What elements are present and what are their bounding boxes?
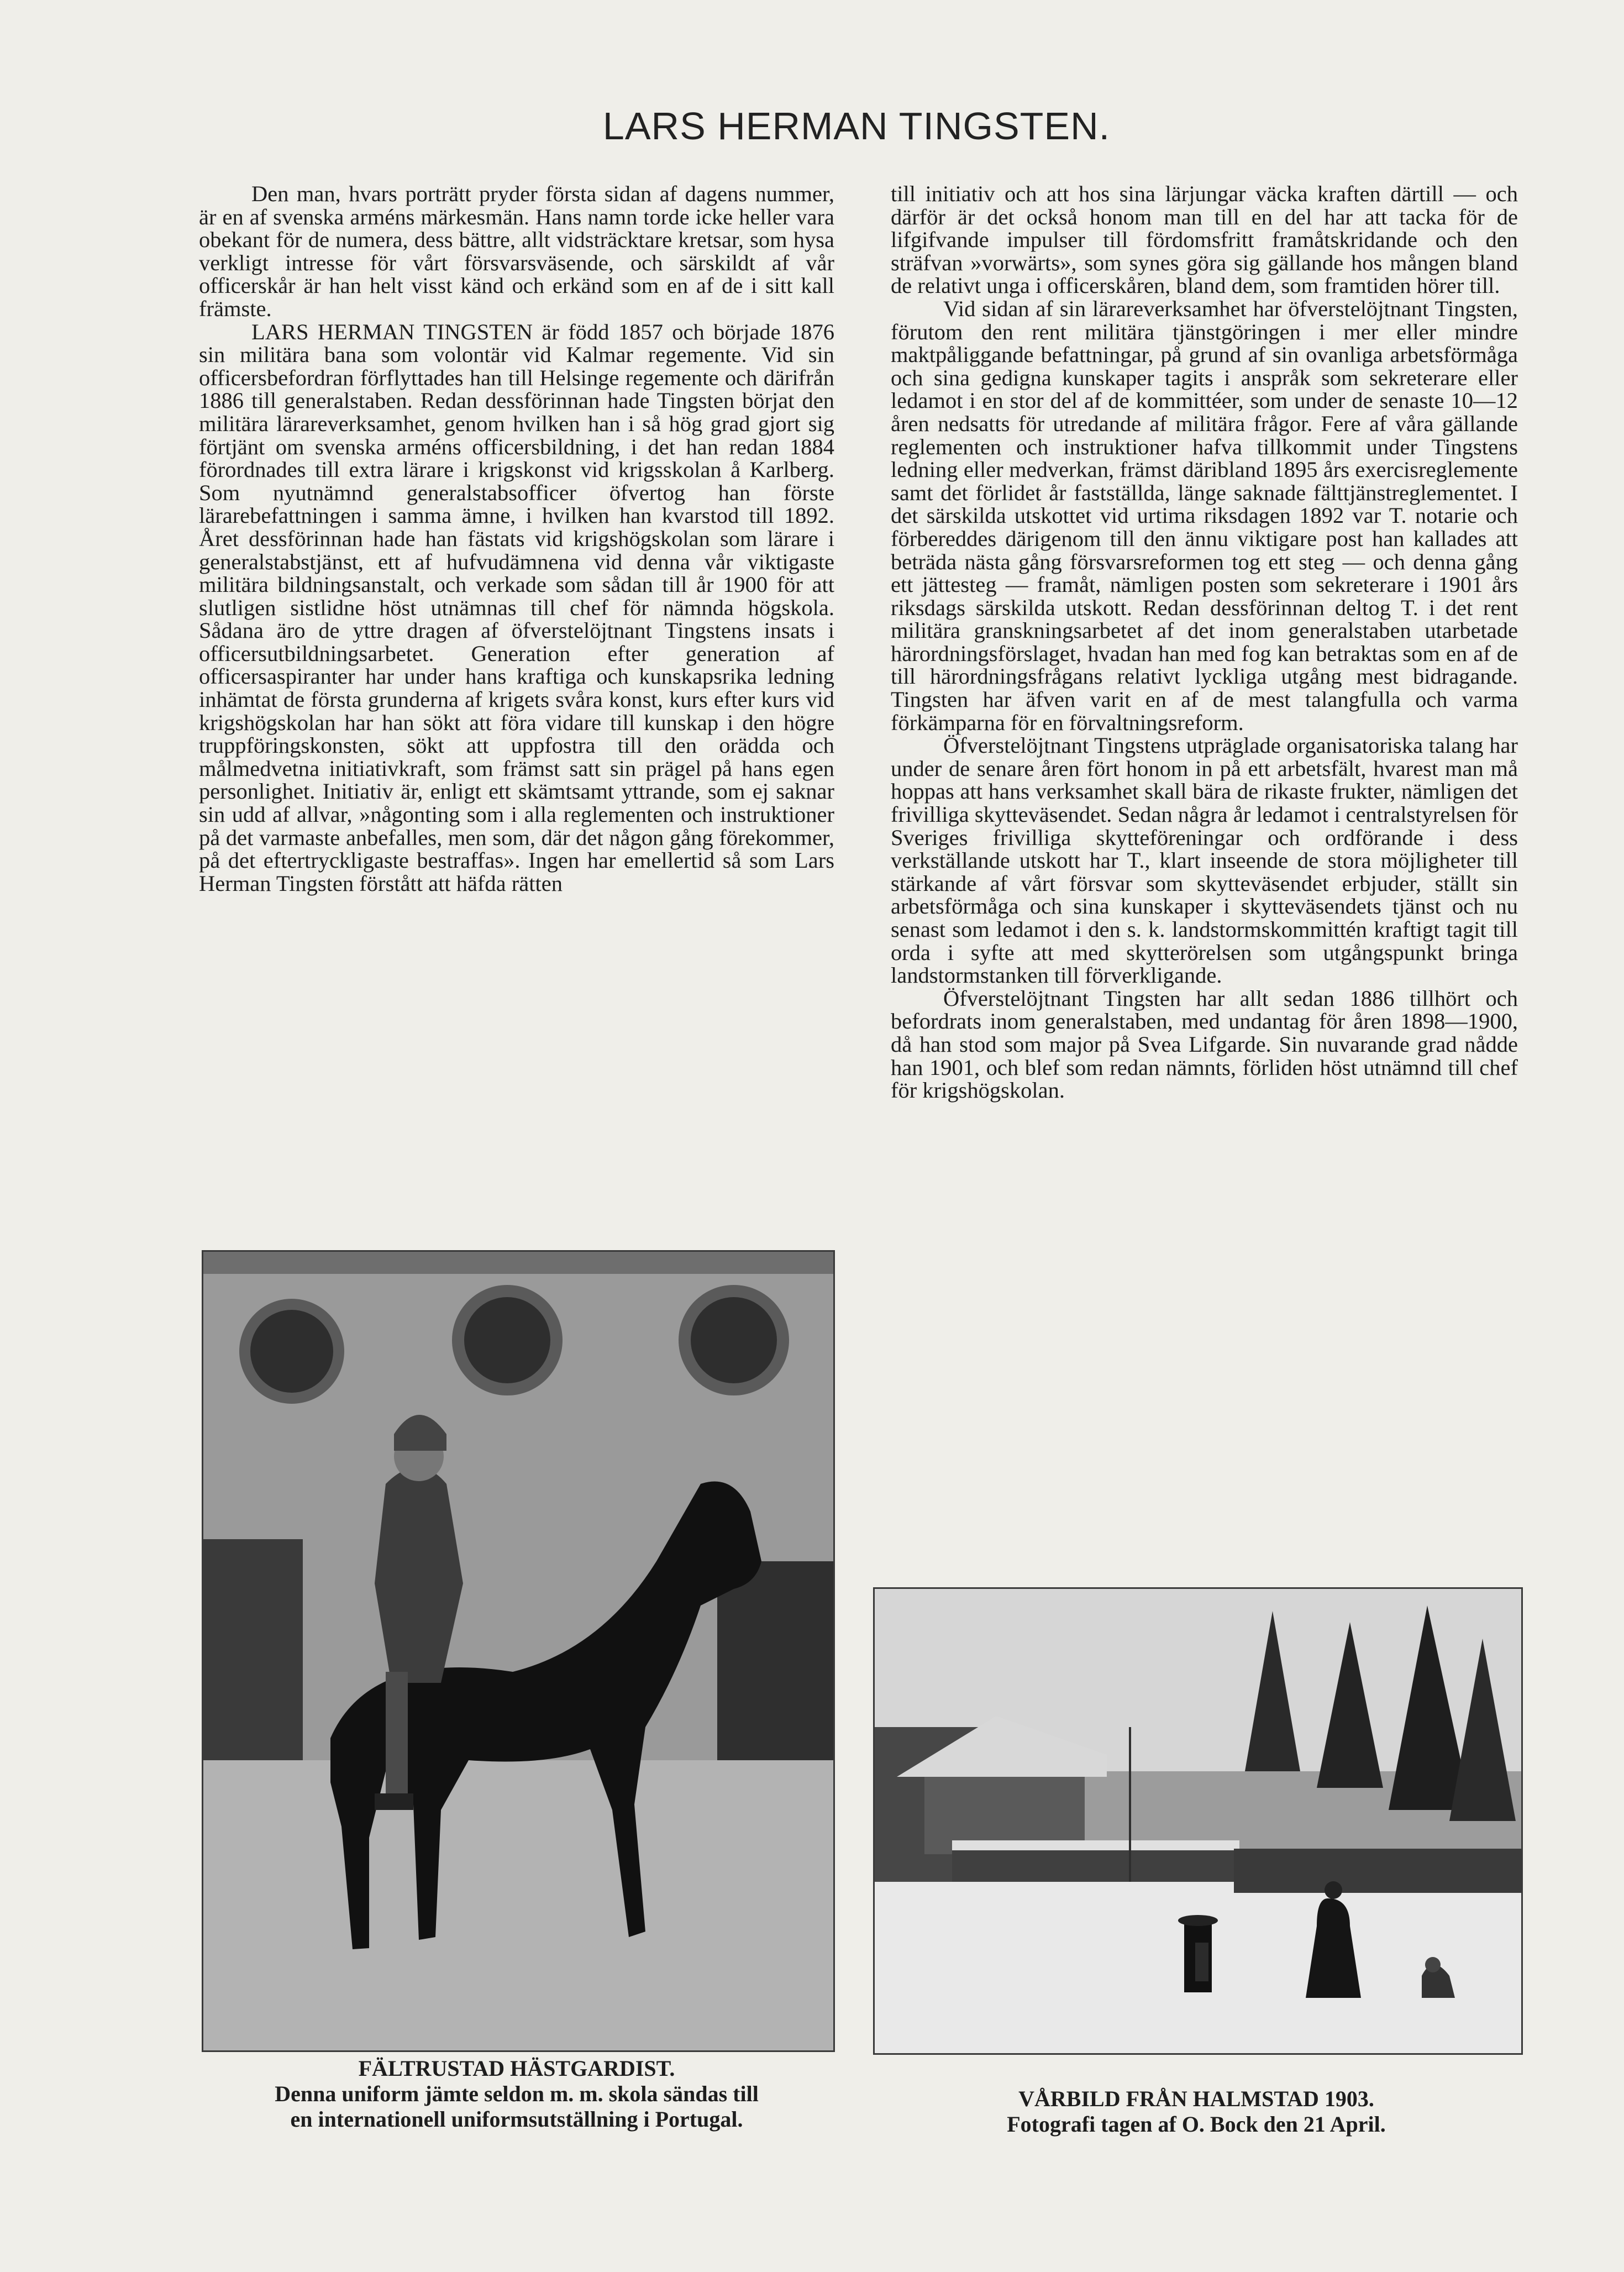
caption-line: Denna uniform jämte seldon m. m. skola sändas till [275, 2081, 759, 2106]
caption-line: Fotografi tagen af O. Bock den 21 April. [1007, 2112, 1386, 2137]
article-title: LARS HERMAN TINGSTEN. [602, 104, 1111, 148]
caption-line: en internationell uniformsutställning i Portugal. [290, 2107, 743, 2132]
halmstad-photo-caption [873, 2086, 1520, 2137]
paragraph: Den man, hvars porträtt pryder första sidan af dagens nummer, är en af svenska arméns märkesmän. Hans namn torde icke heller vara obekant för de numera, dess bättre, allt vidsträcktare kretsar, som hysa verkligt intresse för vårt försvarsväsende, och särskildt af vår officerskår är han helt visst känd och erkänd som en af de i sitt kall främste. [199, 181, 834, 321]
caption-title: FÄLTRUSTAD HÄSTGARDIST. [358, 2056, 675, 2081]
paragraph: LARS HERMAN TINGSTEN är född 1857 och började 1876 sin militära bana som volontär vid Kalmar regemente. Vid sin officersbefordran förflyttades han till Helsinge regemente och därifrån 1886 till generalstaben. Redan dessförinnan hade Tingsten börjat den militära lärareverksamhet, genom hvilken han i så hög grad gjort sig förtjänt om svenska arméns officersbildning, i det han redan 1884 förordnades till extra lärare i krigskonst vid krigsskolan å Karlberg. Som nyutnämnd generalstabsofficer öfvertog han förste lärarebefattningen i samma ämne, i hvilken han kvarstod till 1892. Året dessförinnan hade han fästats vid krigshögskolan som lärare i generalstabstjänst, ett af hufvudämnena vid denna vår viktigaste militära bildningsanstalt, och verkade som sådan till år 1900 för att slutligen sistlidne höst utnämnas till chef för nämnda högskola. Sådana äro de yttre dragen af öfverstelöjtnant Tingstens insats i officersutbildningsarbetet. Generation efter generation af officersaspiranter har under hans kraftiga och kunskapsrika ledning inhämtat de första grunderna af krigets svåra konst, kurs efter kurs vid krigshögskolan har han sökt att föra vidare till kunskap i den högre truppföringskonsten, sökt att uppfostra till den orädda och målmedvetna initiativkraft, som främst satt sin prägel på hans egen personlighet. Initiativ är, enligt ett skämtsamt yttrande, som ej saknar sin udd af allvar, »någonting som i alla reglementen och instruktioner på det varmaste anbefalles, men som, där det någon gång förekommer, på det eftertryckligaste bestraffas». Ingen har emellertid så som Lars Herman Tingsten förstått att häfda rätten [199, 319, 834, 896]
horse-photo-caption [202, 2056, 832, 2132]
caption-title: VÅRBILD FRÅN HALMSTAD 1903. [1018, 2086, 1374, 2111]
paragraph: Öfverstelöjtnant Tingstens utpräglade organisatoriska talang har under de senare åren fört honom in på ett arbetsfält, hvarest man må hoppas att hans verksamhet skall bära de rikaste frukter, nämligen det frivilliga skytteväsendet. Sedan några år ledamot i centralstyrelsen för Sveriges frivilliga skytteföreningar och ordförande i dess verkställande utskott har T., klart inseende de stora möjligheter till stärkande af vårt försvar som skytteväsendet erbjuder, ställt sin arbetsförmåga och sina kunskaper i skytteväsendets tjänst och nu senast som ledamot i den s. k. landstormskommittén kraftigt tagit till orda i syfte att med skytterörelsen som utgångspunkt bringa landstormstanken till förverkligande. [891, 733, 1518, 988]
paragraph: Vid sidan af sin lärareverksamhet har öfverstelöjtnant Tingsten, förutom den rent militära tjänstgöringen i mer eller mindre maktpåliggande befattningar, på grund af sin ovanliga arbetsförmåga och sina gedigna kunskaper tagits i anspråk som sekreterare eller ledamot i en stor del af de kommittéer, som under de senaste 10—12 åren nedsatts för utredande af militära frågor. Fere af våra gällande reglementen och instruktioner hafva tillkommit under Tingstens ledning eller medverkan, främst däribland 1895 års exercisreglemente samt det förlidet år fastställda, länge saknade fälttjänstreglementet. I det särskilda utskottet vid urtima riksdagen 1892 var T. notarie och förbereddes därigenom till den ännu viktigare post han kallades att beträda nästa gång försvarsreformen tog ett steg — och denna gång ett jättesteg — framåt, nämligen posten som sekreterare i 1901 års riksdags särskilda utskott. Redan dessförinnan deltog T. i det rent militära granskningsarbetet af det inom generalstaben utarbetade härordningsförslaget, hvadan han med fog kan betraktas som en af de till härordningsfrågans relativt lyckliga utgång mest bidragande. Tingsten har äfven varit en af de mest talangfulla och varma förkämparna för en förvaltningsreform. [891, 296, 1518, 735]
right-column [891, 182, 1518, 1102]
left-column [199, 182, 834, 895]
paragraph: till initiativ och att hos sina lärjungar väcka kraften därtill — och därför är det också honom man till en del har att tacka för de lifgifvande impulser till fördomsfritt framåtskridande och den sträfvan »vorwärts», som synes göra sig gällande hos mången bland de relativt unga i officerskåren, bland dem, som framtiden hörer till. [891, 181, 1518, 298]
horse-guard-photo [202, 1250, 835, 2052]
halmstad-spring-photo [873, 1587, 1523, 2055]
paragraph: Öfverstelöjtnant Tingsten har allt sedan 1886 tillhört och befordrats inom generalstaben, med undantag för åren 1898—1900, då han stod som major på Svea Lifgarde. Sin nuvarande grad nådde han 1901, och blef som redan nämnts, förliden höst utnämnd till chef för krigshögskolan. [891, 985, 1518, 1103]
